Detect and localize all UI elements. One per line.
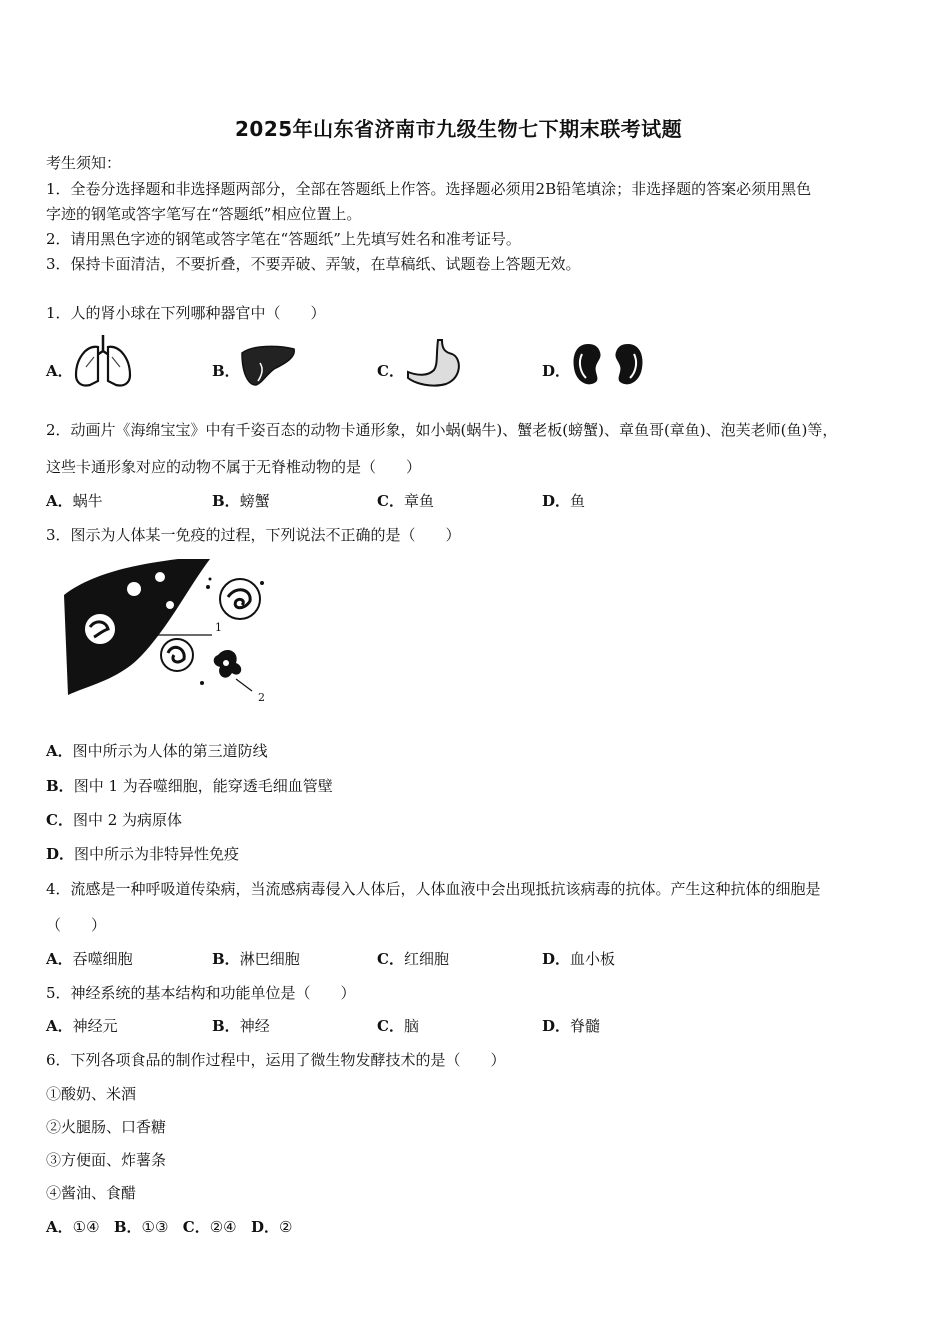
q1-option-b-label: B． (212, 362, 240, 380)
immune-figure (60, 555, 275, 714)
notice-heading: 考生须知： (46, 154, 122, 172)
q3-stem: 3．图示为人体某一免疫的过程，下列说法不正确的是（ ） (46, 526, 461, 544)
q6-stem: 6．下列各项食品的制作过程中，运用了微生物发酵技术的是（ ） (46, 1051, 506, 1069)
q6-item: ④酱油、食醋 (46, 1184, 137, 1202)
q6-option-c: C．②④ (182, 1218, 237, 1236)
q6-option-d: D．② (250, 1218, 293, 1236)
kidneys-icon (570, 340, 646, 394)
q6-item: ③方便面、炸薯条 (46, 1151, 167, 1169)
q6-option-a: A．①④ (46, 1218, 100, 1236)
q6-options (46, 1216, 292, 1237)
notice-line: 2．请用黑色字迹的钢笔或答字笔在“答题纸”上先填写姓名和准考证号。 (46, 230, 521, 248)
q3-option-d: D．图中所示为非特异性免疫 (46, 845, 240, 863)
q5-option-c: C．脑 (377, 1017, 419, 1035)
page-title: 2025年山东省济南市九级生物七下期末联考试题 (235, 117, 683, 141)
q2-option-a: A．蜗牛 (46, 492, 103, 510)
q5-option-b: B．神经 (212, 1017, 270, 1035)
q3-option-b: B．图中 1 为吞噬细胞，能穿透毛细血管壁 (46, 777, 333, 795)
q6-option-b: B．①③ (113, 1218, 169, 1236)
q3-option-a: A．图中所示为人体的第三道防线 (46, 742, 268, 760)
notice-line: 3．保持卡面清洁，不要折叠，不要弄破、弄皱，在草稿纸、试题卷上答题无效。 (46, 255, 581, 273)
q4-option-a: A．吞噬细胞 (46, 950, 133, 968)
q3-option-c: C．图中 2 为病原体 (46, 811, 183, 829)
q6-item: ①酸奶、米酒 (46, 1085, 137, 1103)
q5-stem: 5．神经系统的基本结构和功能单位是（ ） (46, 984, 356, 1002)
notice-line: 字迹的钢笔或答字笔写在“答题纸”相应位置上。 (46, 205, 362, 223)
q1-option-c-label: C． (377, 362, 404, 380)
q1-stem: 1．人的肾小球在下列哪种器官中（ ） (46, 304, 326, 322)
q4-option-c: C．红细胞 (377, 950, 449, 968)
notice-line: 1．全卷分选择题和非选择题两部分，全部在答题纸上作答。选择题必须用2B铅笔填涂；非选择题的答案必须用黑色 (46, 180, 812, 198)
q4-option-b: B．淋巴细胞 (212, 950, 300, 968)
q6-item: ②火腿肠、口香糖 (46, 1118, 167, 1136)
figure-label-1: 1 (215, 621, 222, 634)
figure-label-2: 2 (258, 691, 265, 704)
q2-stem: 2．动画片《海绵宝宝》中有千姿百态的动物卡通形象，如小蜗(蜗牛)、蟹老板(螃蟹)、章鱼哥(章鱼)、泡芙老师(鱼)等， (46, 421, 838, 439)
q4-stem: （ ） (46, 916, 107, 934)
q2-option-d: D．鱼 (542, 492, 586, 510)
q2-option-b: B．螃蟹 (212, 492, 270, 510)
q2-stem: 这些卡通形象对应的动物不属于无脊椎动物的是（ ） (46, 458, 422, 476)
q1-option-d-label: D． (542, 362, 571, 380)
q4-stem: 4．流感是一种呼吸道传染病，当流感病毒侵入人体后，人体血液中会出现抵抗该病毒的抗体。产生这种抗体的细胞是 (46, 880, 821, 898)
q5-option-a: A．神经元 (46, 1017, 118, 1035)
stomach-icon (402, 338, 466, 392)
lungs-icon (72, 333, 134, 393)
q4-option-d: D．血小板 (542, 950, 616, 968)
q5-option-d: D．脊髓 (542, 1017, 601, 1035)
q2-option-c: C．章鱼 (377, 492, 434, 510)
q1-option-a-label: A． (46, 362, 73, 380)
liver-icon (238, 343, 298, 391)
